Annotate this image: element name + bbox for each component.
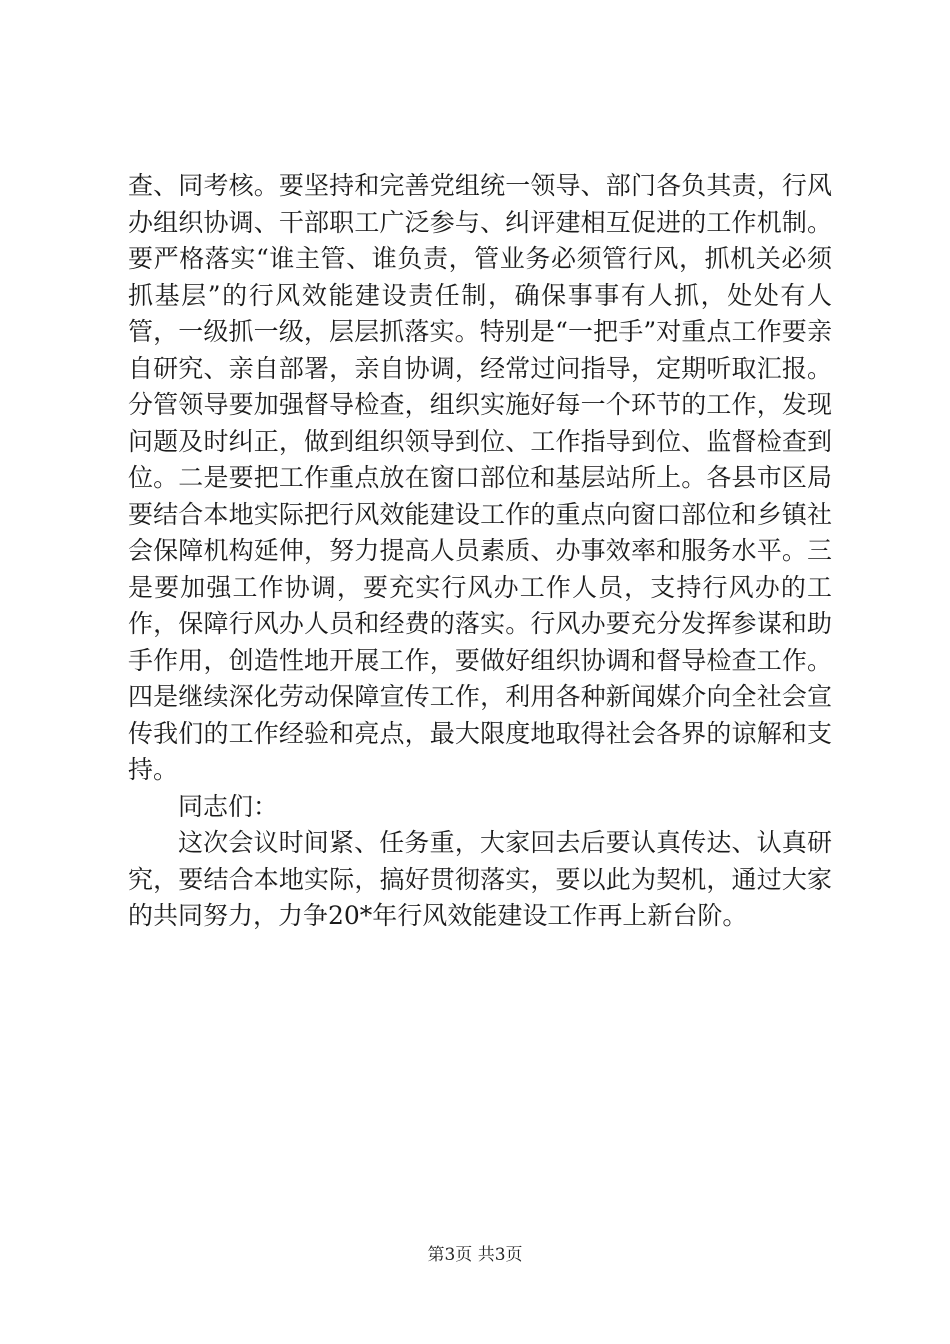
page-footer: 第3页 共3页: [427, 1245, 523, 1265]
document-body: [128, 168, 832, 935]
paragraph-continuation: 查、同考核。要坚持和完善党组统一领导、部门各负其责，行风办组织协调、干部职工广泛参与、纠评建相互促进的工作机制。要严格落实“谁主管、谁负责，管业务必须管行风，抓机关必须抓基层”的行风效能建设责任制，确保事事有人抓，处处有人管，一级抓一级，层层抓落实。特别是“一把手”对重点工作要亲自研究、亲自部署，亲自协调，经常过问指导，定期听取汇报。分管领导要加强督导检查，组织实施好每一个环节的工作，发现问题及时纠正，做到组织领导到位、工作指导到位、监督检查到位。二是要把工作重点放在窗口部位和基层站所上。各县市区局要结合本地实际把行风效能建设工作的重点向窗口部位和乡镇社会保障机构延伸，努力提高人员素质、办事效率和服务水平。三是要加强工作协调，要充实行风办工作人员，支持行风办的工作，保障行风办人员和经费的落实。行风办要充分发挥参谋和助手作用，创造性地开展工作，要做好组织协调和督导检查工作。四是继续深化劳动保障宣传工作，利用各种新闻媒介向全社会宣传我们的工作经验和亮点，最大限度地取得社会各界的谅解和支持。: [128, 171, 832, 784]
paragraph-closing: 这次会议时间紧、任务重，大家回去后要认真传达、认真研究，要结合本地实际，搞好贯彻落实，要以此为契机，通过大家的共同努力，力争20*年行风效能建设工作再上新台阶。: [128, 828, 832, 930]
paragraph-salutation: 同志们：: [178, 791, 279, 821]
